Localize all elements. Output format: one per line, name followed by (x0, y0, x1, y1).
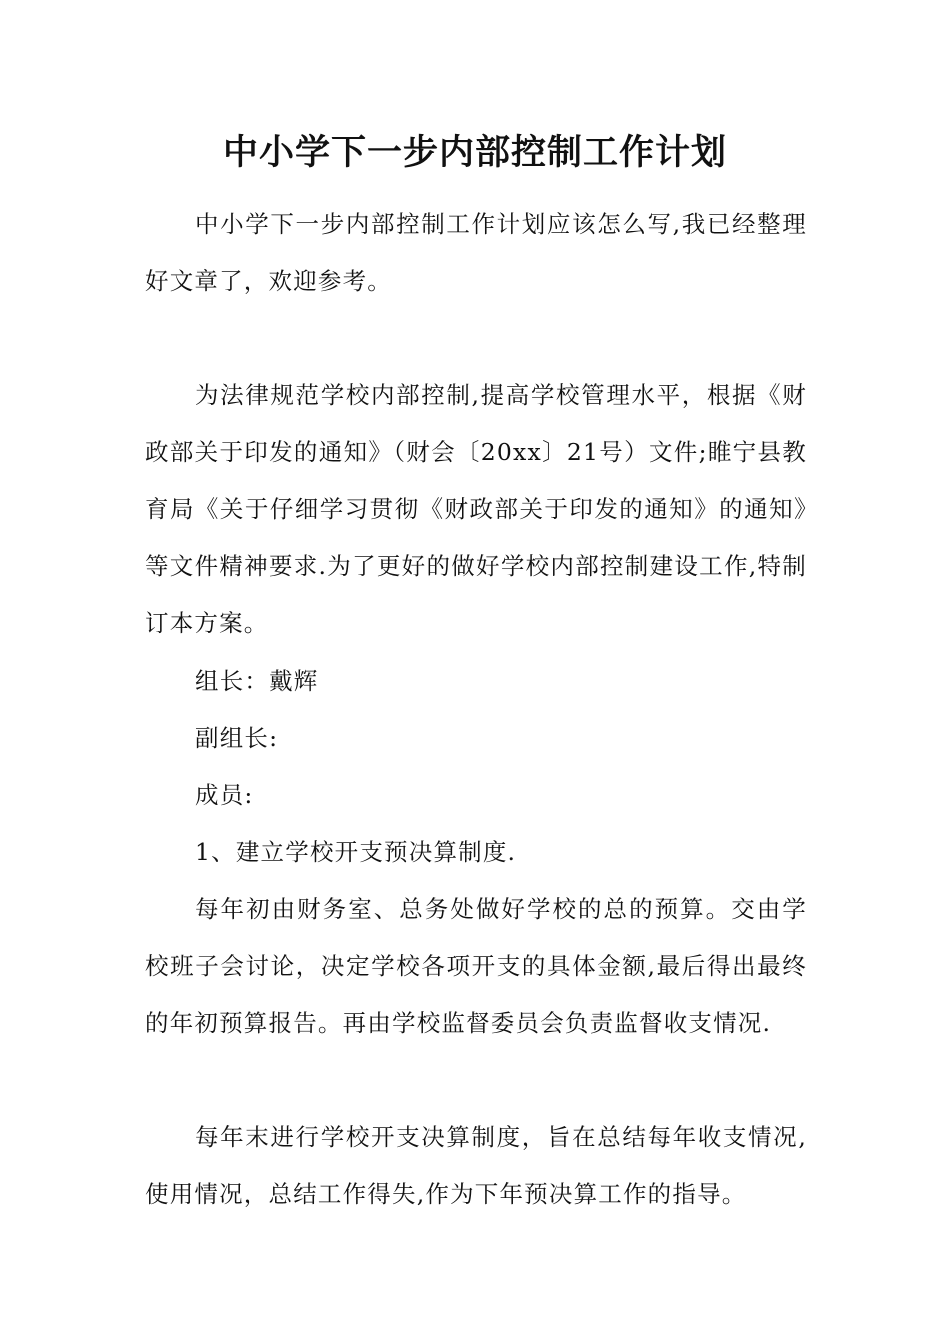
final-accounts-paragraph: 每年末进行学校开支决算制度，旨在总结每年收支情况,使用情况，总结工作得失,作为下年预决算工作的指导。 (145, 1123, 807, 1208)
members-line: 成员: (195, 781, 254, 809)
intro-paragraph: 中小学下一步内部控制工作计划应该怎么写,我已经整理好文章了，欢迎参考。 (145, 210, 807, 295)
deputy-leader-line: 副组长: (195, 724, 279, 752)
background-paragraph: 为法律规范学校内部控制,提高学校管理水平，根据《财政部关于印发的通知》（财会〔20xx〕21号）文件;睢宁县教育局《关于仔细学习贯彻《财政部关于印发的通知》的通知》等文件精神要求.为了更好的做好学校内部控制建设工作,特制订本方案。 (145, 381, 807, 637)
section-heading-1: 1、建立学校开支预决算制度. (195, 838, 517, 866)
budget-paragraph: 每年初由财务室、总务处做好学校的总的预算。交由学校班子会讨论，决定学校各项开支的具体金额,最后得出最终的年初预算报告。再由学校监督委员会负责监督收支情况. (145, 895, 807, 1037)
document-title: 中小学下一步内部控制工作计划 (222, 132, 727, 173)
team-leader-line: 组长：戴辉 (195, 667, 319, 695)
